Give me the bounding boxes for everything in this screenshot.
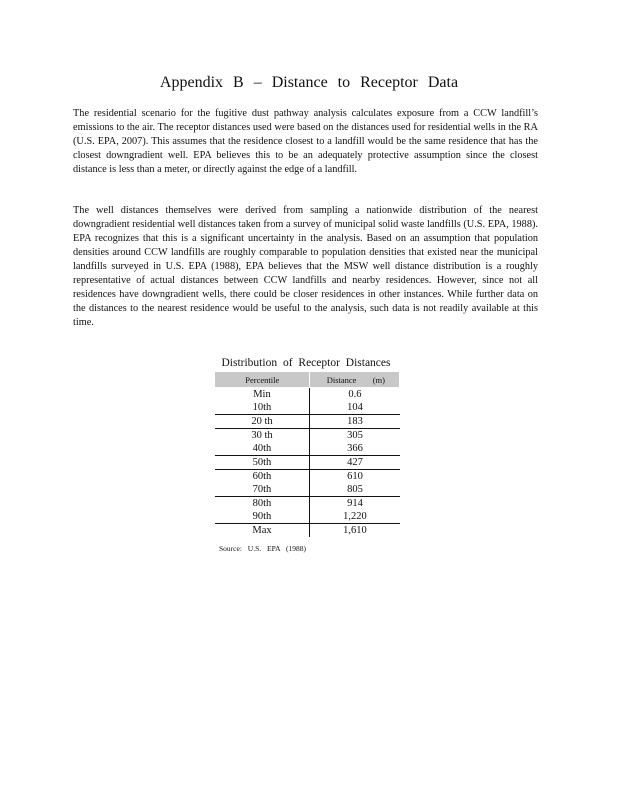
distance-cell: 305 [347, 430, 363, 441]
header-distance [310, 372, 400, 388]
table-caption: Distribution of Receptor Distances [221, 357, 391, 369]
percentile-cell: 80th [215, 497, 310, 511]
percentile-cell: 40th [215, 442, 310, 456]
table-row [215, 497, 400, 511]
distance-cell: 0.6 [348, 389, 362, 400]
table-row [215, 388, 400, 402]
header-distance-unit: (m) [372, 374, 385, 385]
table-row [215, 442, 400, 456]
table-row [215, 401, 400, 415]
percentile-cell: 90th [215, 510, 310, 524]
percentile-cell: 20 th [215, 415, 310, 429]
table-row [215, 415, 400, 429]
table-row [215, 524, 400, 538]
table-row [215, 483, 400, 497]
header-distance-label: Distance [326, 374, 357, 385]
percentile-cell: 10th [215, 401, 310, 415]
percentile-cell: 60th [215, 470, 310, 484]
percentile-cell: Min [215, 388, 310, 402]
distance-cell: 183 [310, 415, 400, 429]
distance-cell: 427 [310, 456, 400, 470]
distance-cell: 1,610 [343, 525, 367, 536]
distance-cell: 914 [347, 498, 363, 509]
source-text: U.S. EPA (1988) [247, 544, 306, 553]
distance-cell: 366 [310, 442, 400, 456]
percentile-cell: 30 th [215, 429, 310, 443]
distance-cell: 610 [347, 471, 363, 482]
header-percentile: Percentile [215, 372, 310, 388]
distance-cell: 1,220 [310, 510, 400, 524]
table-row [215, 429, 400, 443]
table-row [215, 470, 400, 484]
distance-cell: 104 [310, 401, 400, 415]
distance-cell: 805 [310, 483, 400, 497]
receptor-distance-table [214, 371, 400, 537]
paragraph-well-distances: The well distances themselves were derived from sampling a nationwide distribution of the nearest downgradient residential well distances taken from a survey of municipal solid waste landfills (U.S. EPA, 1988). EPA recognizes that this is a significant uncertainty in the analysis. Based on an assumption that population densities around CCW landfills are roughly comparable to population densities that existed near the municipal landfills surveyed in U.S. EPA (1988), EPA believes that the MSW well distance distribution is a roughly representative of actual distances between CCW landfills and nearby residences. However, since not all residences have downgradient wells, there could be closer residences in other instances. While further data on the distances to the nearest residence would be useful to the analysis, such data is not readily available at this time. [73, 205, 538, 328]
percentile-cell: Max [215, 524, 310, 538]
table-source-note [219, 544, 306, 553]
page-title: Appendix B – Distance to Receptor Data [159, 74, 459, 91]
table-row [215, 510, 400, 524]
paragraph-residential-scenario: The residential scenario for the fugitive dust pathway analysis calculates exposure from a CCW landfill’s emissions to the air. The receptor distances used were based on the distances used for residential wells in the RA (U.S. EPA, 2007). This assumes that the residence closest to a landfill would be the same residence that has the closest downgradient well. EPA believes this to be an adequately protective assumption since the closest distance is less than a meter, or directly against the edge of a landfill. [73, 108, 538, 175]
table-header-row [215, 372, 400, 388]
table-row [215, 456, 400, 470]
percentile-cell: 50th [215, 456, 310, 470]
percentile-cell: 70th [215, 483, 310, 497]
source-label: Source: [219, 544, 242, 553]
